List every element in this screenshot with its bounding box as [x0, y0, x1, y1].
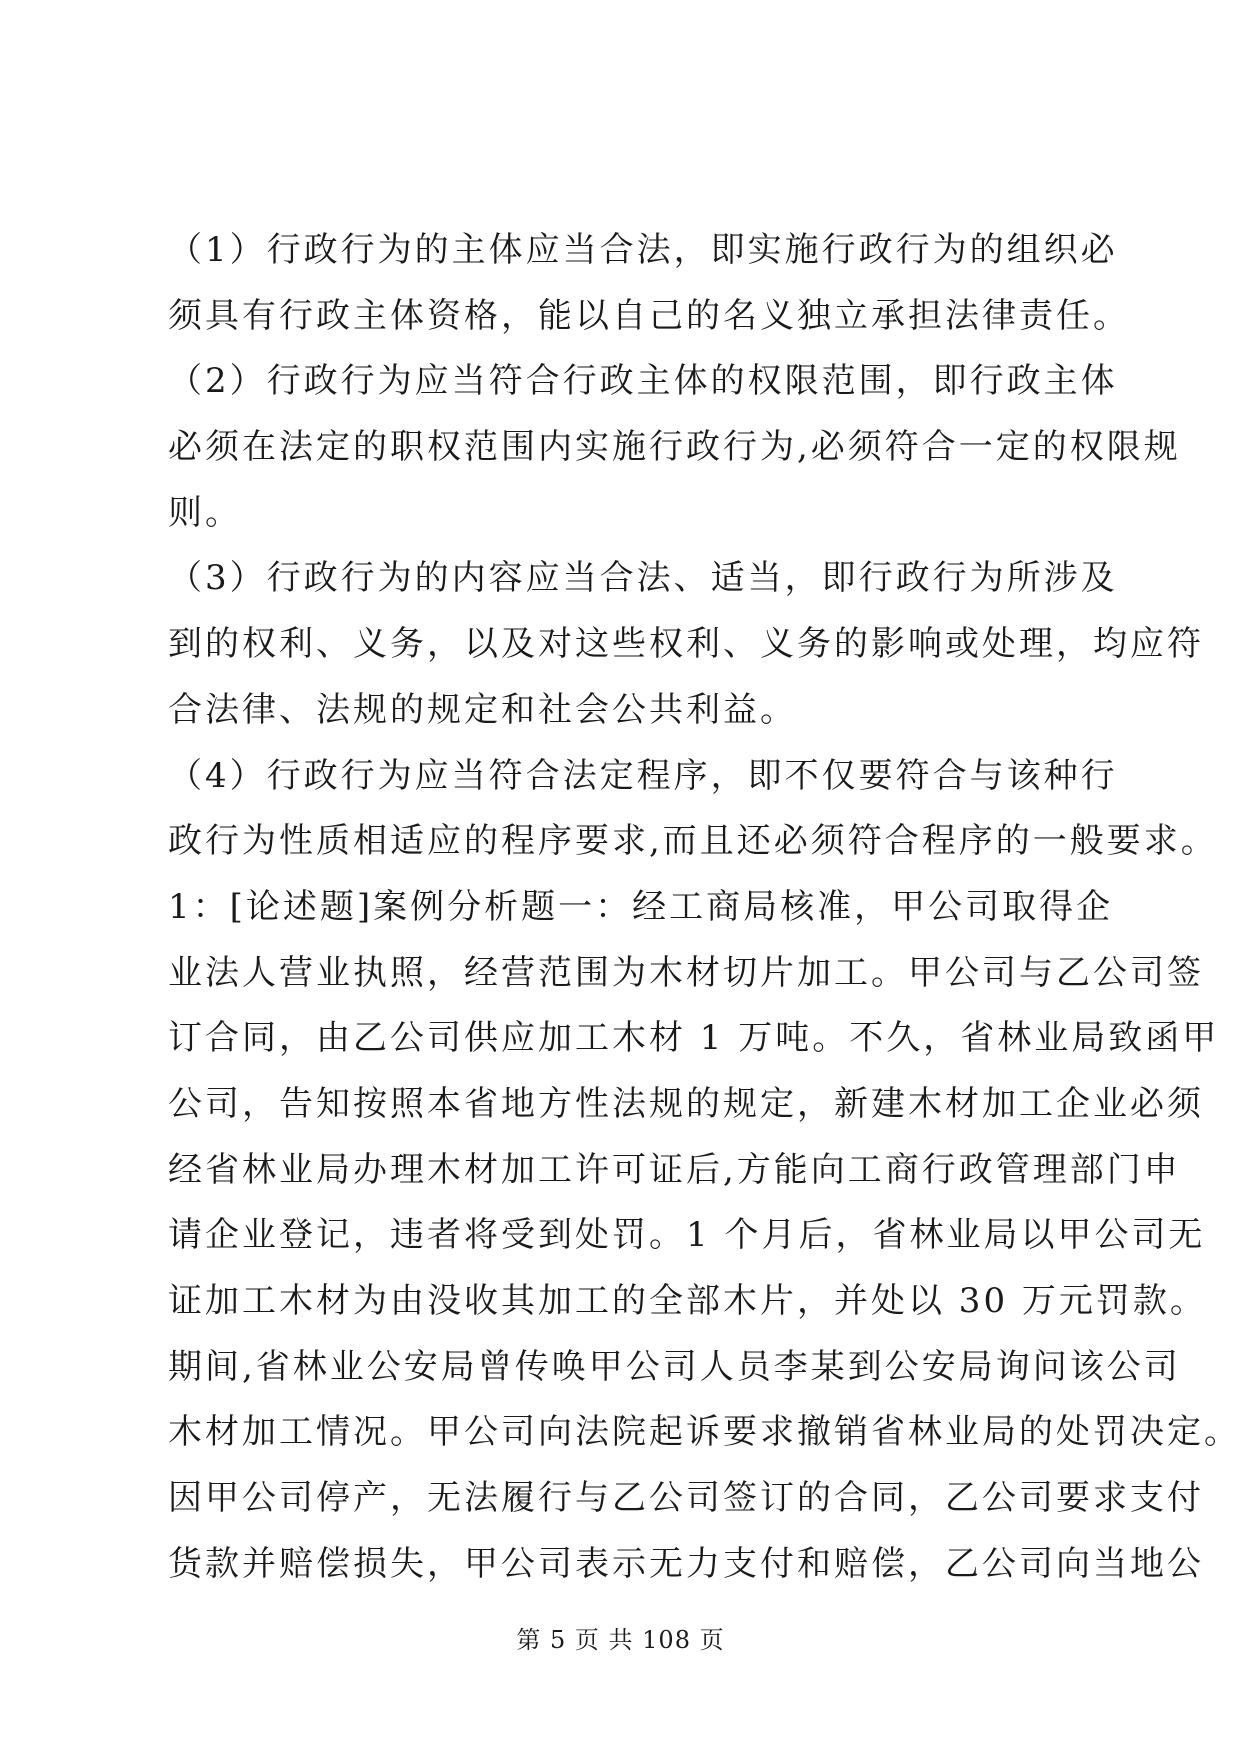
text-line: 须具有行政主体资格，能以自己的名义独立承担法律责任。 — [168, 295, 1130, 336]
text-line: （3）行政行为的内容应当合法、适当，即行政行为所涉及 — [168, 558, 1118, 599]
text-line: （4）行政行为应当符合法定程序，即不仅要符合与该种行 — [168, 755, 1118, 796]
text-line: 必须在法定的职权范围内实施行政行为,必须符合一定的权限规 — [168, 427, 1181, 468]
text-line: （1）行政行为的主体应当合法，即实施行政行为的组织必 — [168, 230, 1118, 270]
text-line: 则。 — [168, 492, 242, 533]
text-line: 公司，告知按照本省地方性法规的规定，新建木材加工企业必须 — [168, 1083, 1204, 1124]
document-body — [168, 218, 1241, 1597]
text-line: 政行为性质相适应的程序要求,而且还必须符合程序的一般要求。 — [168, 821, 1218, 862]
text-line: 证加工木材为由没收其加工的全部木片，并处以 30 万元罚款。 — [168, 1281, 1207, 1321]
text-line: 合法律、法规的规定和社会公共利益。 — [168, 689, 797, 730]
text-line: 期间,省林业公安局曾传唤甲公司人员李某到公安局询问该公司 — [168, 1346, 1181, 1387]
page-number-footer: 第 5 页 共 108 页 — [516, 1626, 725, 1654]
text-line: 货款并赔偿损失，甲公司表示无力支付和赔偿，乙公司向当地公 — [168, 1543, 1204, 1584]
text-line: 订合同，由乙公司供应加工木材 1 万吨。不久，省林业局致函甲 — [168, 1018, 1220, 1059]
text-line: （2）行政行为应当符合行政主体的权限范围，即行政主体 — [168, 361, 1118, 402]
text-line: 因甲公司停产，无法履行与乙公司签订的合同，乙公司要求支付 — [168, 1478, 1204, 1519]
text-line: 业法人营业执照，经营范围为木材切片加工。甲公司与乙公司签 — [168, 952, 1204, 993]
text-line: 木材加工情况。甲公司向法院起诉要求撤销省林业局的处罚决定。 — [168, 1412, 1241, 1453]
text-line: 请企业登记，违者将受到处罚。1 个月后，省林业局以甲公司无 — [168, 1215, 1206, 1256]
text-line: 1：[论述题]案例分析题一：经工商局核准，甲公司取得企 — [168, 886, 1114, 927]
text-line: 到的权利、义务，以及对这些权利、义务的影响或处理，均应符 — [168, 624, 1204, 665]
text-line: 经省林业局办理木材加工许可证后,方能向工商行政管理部门申 — [168, 1149, 1181, 1190]
